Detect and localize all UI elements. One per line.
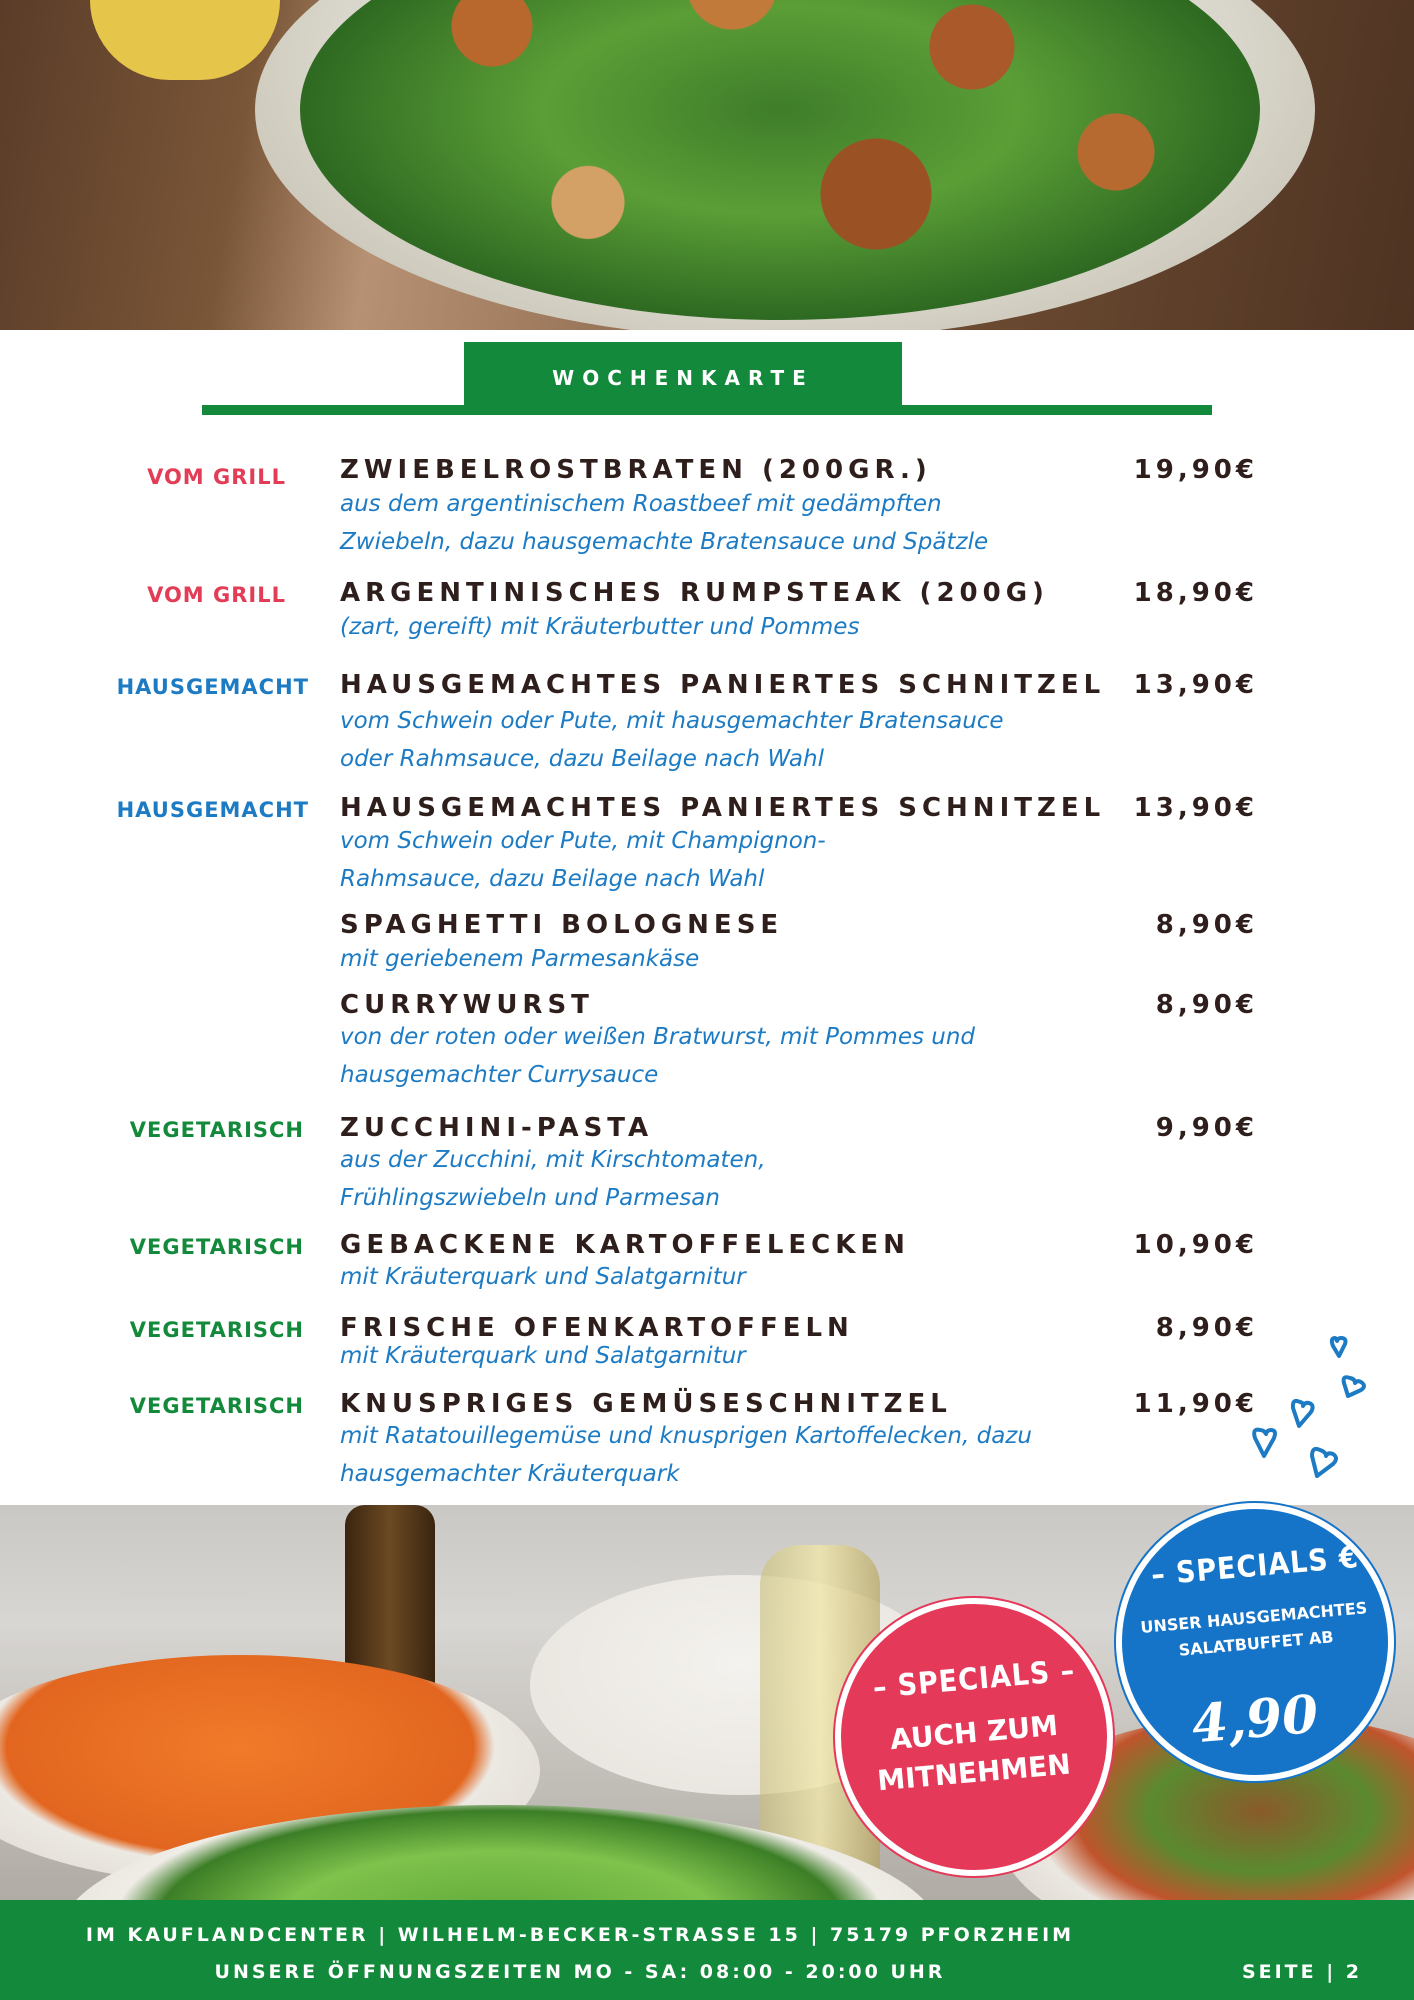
item-name: HAUSGEMACHTES PANIERTES SCHNITZEL [340, 670, 1106, 700]
heart-icon [1344, 1377, 1364, 1396]
item-description: mit Kräuterquark und Salatgarnitur [340, 1264, 746, 1290]
caesar-salad-photo [0, 0, 1414, 330]
footer [0, 1900, 1414, 2000]
item-description: von der roten oder weißen Bratwurst, mit Pommes und hausgemachter Currysauce [340, 1024, 976, 1088]
badge-price: 4,90 [1189, 1683, 1321, 1756]
item-tag: VOM GRILL [147, 465, 286, 489]
item-tag: VOM GRILL [147, 583, 286, 607]
item-price: 18,90€ [1133, 578, 1258, 608]
item-tag: HAUSGEMACHT [116, 798, 309, 822]
heart-icon [1332, 1338, 1346, 1356]
hearts-doodle [1250, 1330, 1380, 1490]
item-price: 13,90€ [1133, 793, 1258, 823]
item-description: vom Schwein oder Pute, mit hausgemachter Bratensauce oder Rahmsauce, dazu Beilage nach Wahl [340, 708, 1004, 772]
item-description: aus der Zucchini, mit Kirschtomaten, Frühlingszwiebeln und Parmesan [340, 1147, 766, 1211]
badge-title: – SPECIALS – [871, 1653, 1077, 1706]
badge-line: MITNEHMEN [876, 1747, 1072, 1798]
item-description: aus dem argentinischem Roastbeef mit gedämpften Zwiebeln, dazu hausgemachte Bratensauce und Spätzle [340, 491, 989, 555]
badge-line: AUCH ZUM [888, 1708, 1060, 1757]
dressing-cup [90, 0, 280, 80]
specials-takeaway-badge [835, 1598, 1113, 1876]
badge-text: UNSER HAUSGEMACHTES SALATBUFFET AB [1139, 1598, 1368, 1660]
item-name: KNUSPRIGES GEMÜSESCHNITZEL [340, 1389, 952, 1419]
item-name: ARGENTINISCHES RUMPSTEAK (200G) [340, 578, 1049, 608]
item-name: CURRYWURST [340, 990, 594, 1020]
footer-address: IM KAUFLANDCENTER | WILHELM-BECKER-STRASSE 15 | 75179 PFORZHEIM [85, 1924, 1075, 1946]
page-number: SEITE | 2 [1241, 1961, 1362, 1983]
item-name: ZUCCHINI-PASTA [340, 1113, 654, 1143]
item-description: mit Kräuterquark und Salatgarnitur [340, 1343, 746, 1369]
specials-salad-buffet-badge [1116, 1503, 1394, 1781]
item-description: mit Ratatouillegemüse und knusprigen Kartoffelecken, dazu hausgemachter Kräuterquark [340, 1423, 1032, 1487]
item-price: 19,90€ [1133, 455, 1258, 485]
item-description: vom Schwein oder Pute, mit Champignon- Rahmsauce, dazu Beilage nach Wahl [340, 828, 826, 892]
heart-icon [1254, 1430, 1275, 1456]
heart-icon [1293, 1401, 1313, 1426]
item-price: 8,90€ [1155, 910, 1258, 940]
item-name: ZWIEBELROSTBRATEN (200GR.) [340, 455, 932, 485]
item-description: (zart, gereift) mit Kräuterbutter und Pommes [340, 614, 860, 640]
heart-icon [1312, 1449, 1336, 1476]
item-price: 13,90€ [1133, 670, 1258, 700]
item-name: GEBACKENE KARTOFFELECKEN [340, 1230, 910, 1260]
item-price: 10,90€ [1133, 1230, 1258, 1260]
item-tag: VEGETARISCH [129, 1118, 304, 1142]
item-price: 11,90€ [1133, 1389, 1258, 1419]
item-name: SPAGHETTI BOLOGNESE [340, 910, 784, 940]
badge-title: – SPECIALS € [1149, 1539, 1361, 1594]
item-tag: HAUSGEMACHT [116, 675, 309, 699]
item-price: 8,90€ [1155, 1313, 1258, 1343]
item-name: FRISCHE OFENKARTOFFELN [340, 1313, 854, 1343]
footer-hours: UNSERE ÖFFNUNGSZEITEN MO - SA: 08:00 - 20:00 UHR [214, 1961, 946, 1983]
item-tag: VEGETARISCH [129, 1235, 304, 1259]
item-tag: VEGETARISCH [129, 1394, 304, 1418]
item-name: HAUSGEMACHTES PANIERTES SCHNITZEL [340, 793, 1106, 823]
item-description: mit geriebenem Parmesankäse [340, 946, 700, 972]
item-price: 9,90€ [1155, 1113, 1258, 1143]
page-title: WOCHENKARTE [464, 342, 902, 414]
item-tag: VEGETARISCH [129, 1318, 304, 1342]
item-price: 8,90€ [1155, 990, 1258, 1020]
